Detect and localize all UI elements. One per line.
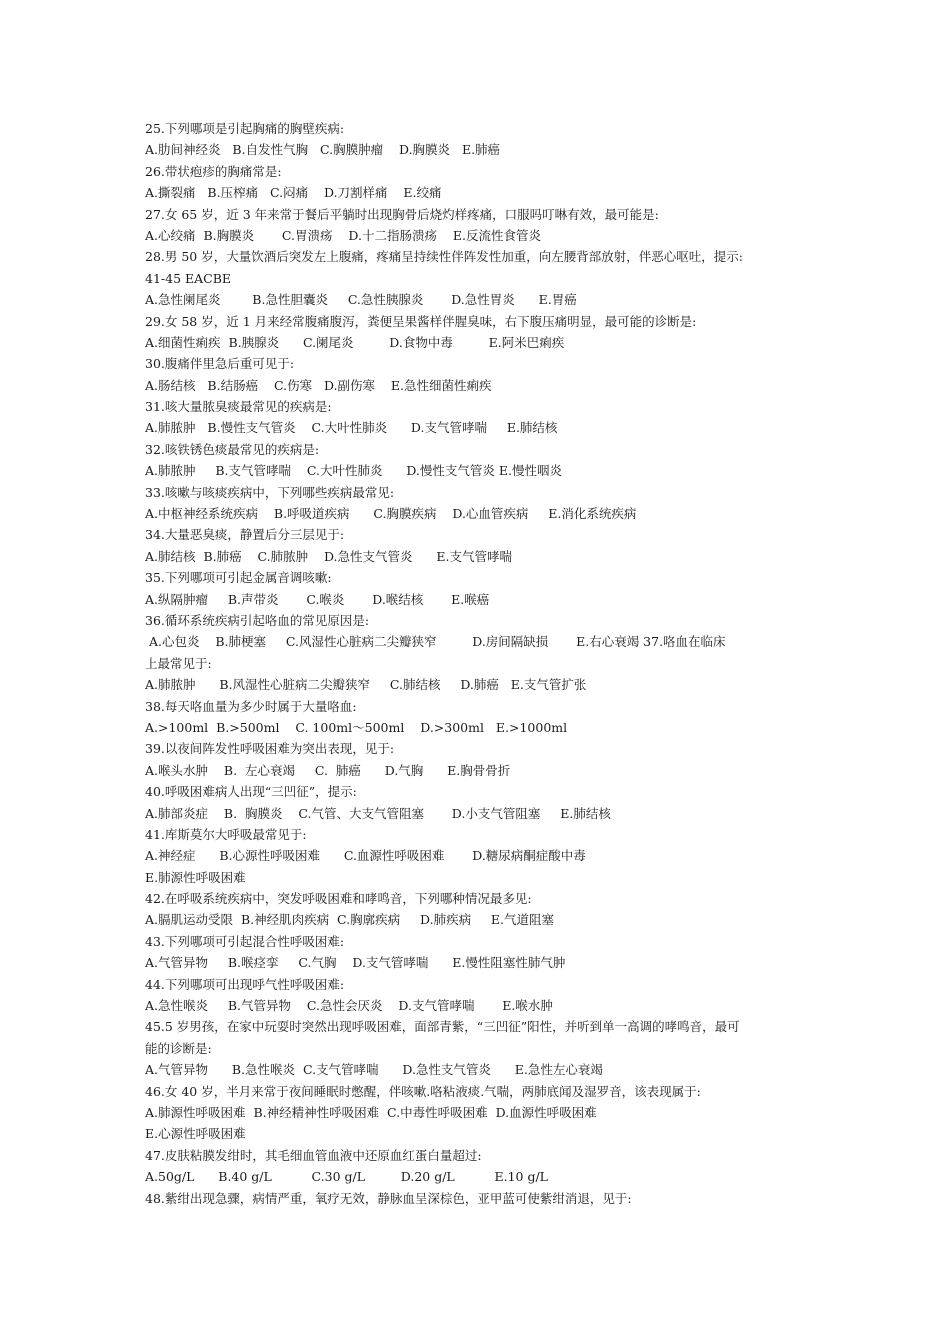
text-line: 35.下列哪项可引起金属音调咳嗽: <box>145 570 332 586</box>
text-line: A.肺脓肿 B.支气管哮喘 C.大叶性肺炎 D.慢性支气管炎 E.慢性咽炎 <box>145 463 562 479</box>
text-line: A.50g/L B.40 g/L C.30 g/L D.20 g/L E.10 g/L <box>145 1169 548 1185</box>
text-line: A.中枢神经系统疾病 B.呼吸道疾病 C.胸膜疾病 D.心血管疾病 E.消化系统疾病 <box>145 506 637 522</box>
text-line: 40.呼吸困难病人出现“三凹征”，提示: <box>145 784 357 800</box>
text-line: 39.以夜间阵发性呼吸困难为突出表现，见于: <box>145 741 395 757</box>
text-line: A.气管异物 B.喉痉挛 C.气胸 D.支气管哮喘 E.慢性阻塞性肺气肿 <box>145 955 566 971</box>
text-line: A.肺脓肿 B.慢性支气管炎 C.大叶性肺炎 D.支气管哮喘 E.肺结核 <box>145 420 558 436</box>
text-line: 29.女 58 岁，近 1 月来经常腹痛腹泻，粪便呈果酱样伴腥臭味，右下腹压痛明显，最可能的诊断是: <box>145 313 697 329</box>
text-line: 能的诊断是: <box>145 1040 212 1056</box>
text-line: A.细菌性痢疾 B.胰腺炎 C.阑尾炎 D.食物中毒 E.阿米巴痢疾 <box>145 334 565 350</box>
text-line: 36.循环系统疾病引起咯血的常见原因是: <box>145 612 370 628</box>
text-line: A.肋间神经炎 B.自发性气胸 C.胸膜肿瘤 D.胸膜炎 E.肺癌 <box>145 142 501 158</box>
text-line: 45.5 岁男孩，在家中玩耍时突然出现呼吸困难，面部青紫，“三凹征”阳性，并听到单一高调的哮鸣音，最可 <box>145 1019 740 1035</box>
text-line: 43.下列哪项可引起混合性呼吸困难: <box>145 933 345 949</box>
text-line: 27.女 65 岁，近 3 年来常于餐后平躺时出现胸骨后烧灼样疼痛，口服吗叮啉有效，最可能是: <box>145 206 659 222</box>
text-line: A.肺脓肿 B.风湿性心脏病二尖瓣狭窄 C.肺结核 D.肺癌 E.支气管扩张 <box>145 677 587 693</box>
text-line: A.心绞痛 B.胸膜炎 C.胃溃疡 D.十二指肠溃疡 E.反流性食管炎 <box>145 227 541 243</box>
text-line: 46.女 40 岁，半月来常于夜间睡眠时憋醒，伴咳嗽.咯粘液痰.气喘，两肺底闻及湿罗音，该表现属于: <box>145 1083 701 1099</box>
text-line: 28.男 50 岁，大量饮酒后突发左上腹痛，疼痛呈持续性伴阵发性加重，向左腰背部放射，伴恶心呕吐，提示: <box>145 249 743 265</box>
text-line: 42.在呼吸系统疾病中，突发呼吸困难和哮鸣音，下列哪种情况最多见: <box>145 891 532 907</box>
text-line: 34.大量恶臭痰，静置后分三层见于: <box>145 527 345 543</box>
document-body <box>145 118 815 1209</box>
text-line: A.肺源性呼吸困难 B.神经精神性呼吸困难 C.中毒性呼吸困难 D.血源性呼吸困难 <box>145 1104 597 1120</box>
text-line: A.纵隔肿瘤 B.声带炎 C.喉炎 D.喉结核 E.喉癌 <box>145 591 490 607</box>
text-line: 25.下列哪项是引起胸痛的胸壁疾病: <box>145 121 345 136</box>
text-line: 38.每天咯血量为多少时属于大量咯血: <box>145 698 357 714</box>
text-line: 44.下列哪项可出现呼气性呼吸困难: <box>145 976 345 992</box>
text-line: A.急性阑尾炎 B.急性胆囊炎 C.急性胰腺炎 D.急性胃炎 E.胃癌 <box>145 292 577 308</box>
text-line: A.急性喉炎 B.气管异物 C.急性会厌炎 D.支气管哮喘 E.喉水肿 <box>145 998 553 1014</box>
text-line: 33.咳嗽与咳痰疾病中，下列哪些疾病最常见: <box>145 484 395 500</box>
text-line: A.肠结核 B.结肠癌 C.伤寒 D.副伤寒 E.急性细菌性痢疾 <box>145 377 492 393</box>
text-line: A.喉头水肿 B. 左心衰竭 C. 肺癌 D.气胸 E.胸骨骨折 <box>145 762 511 778</box>
text-line: 47.皮肤粘膜发绀时，其毛细血管血液中还原血红蛋白量超过: <box>145 1147 482 1163</box>
text-line: A.膈肌运动受限 B.神经肌肉疾病 C.胸廓疾病 D.肺疾病 E.气道阻塞 <box>145 912 555 928</box>
text-line: A.神经症 B.心源性呼吸困难 C.血源性呼吸困难 D.糖尿病酮症酸中毒 <box>145 848 586 864</box>
text-line: 32.咳铁锈色痰最常见的疾病是: <box>145 441 320 457</box>
text-line: A.气管异物 B.急性喉炎 C.支气管哮喘 D.急性支气管炎 E.急性左心衰竭 <box>145 1062 603 1078</box>
text-line: 41-45 EACBE <box>145 270 232 286</box>
text-line: 26.带状疱疹的胸痛常是: <box>145 163 282 179</box>
text-line: E.心源性呼吸困难 <box>145 1126 246 1142</box>
text-line: 30.腹痛伴里急后重可见于: <box>145 356 295 372</box>
text-line: A.>100ml B.>500ml C. 100ml～500ml D.>300ml E.>1000ml <box>145 719 568 735</box>
text-line: A.心包炎 B.肺梗塞 C.风湿性心脏病二尖瓣狭窄 D.房间隔缺损 E.右心衰竭 37.咯血在临床 <box>145 634 726 650</box>
text-line: 48.紫绀出现急骤，病情严重，氧疗无效，静脉血呈深棕色，亚甲蓝可使紫绀消退，见于: <box>145 1190 632 1206</box>
text-line: A.肺结核 B.肺癌 C.肺脓肿 D.急性支气管炎 E.支气管哮喘 <box>145 548 512 564</box>
text-line: A.肺部炎症 B. 胸膜炎 C.气管、大支气管阻塞 D.小支气管阻塞 E.肺结核 <box>145 805 611 821</box>
text-line: 31.咳大量脓臭痰最常见的疾病是: <box>145 399 332 415</box>
text-line: 上最常见于: <box>145 655 212 671</box>
text-line: 41.库斯莫尔大呼吸最常见于: <box>145 826 307 842</box>
text-line: E.肺源性呼吸困难 <box>145 869 246 885</box>
text-line: A.撕裂痛 B.压榨痛 C.闷痛 D.刀割样痛 E.绞痛 <box>145 185 442 201</box>
